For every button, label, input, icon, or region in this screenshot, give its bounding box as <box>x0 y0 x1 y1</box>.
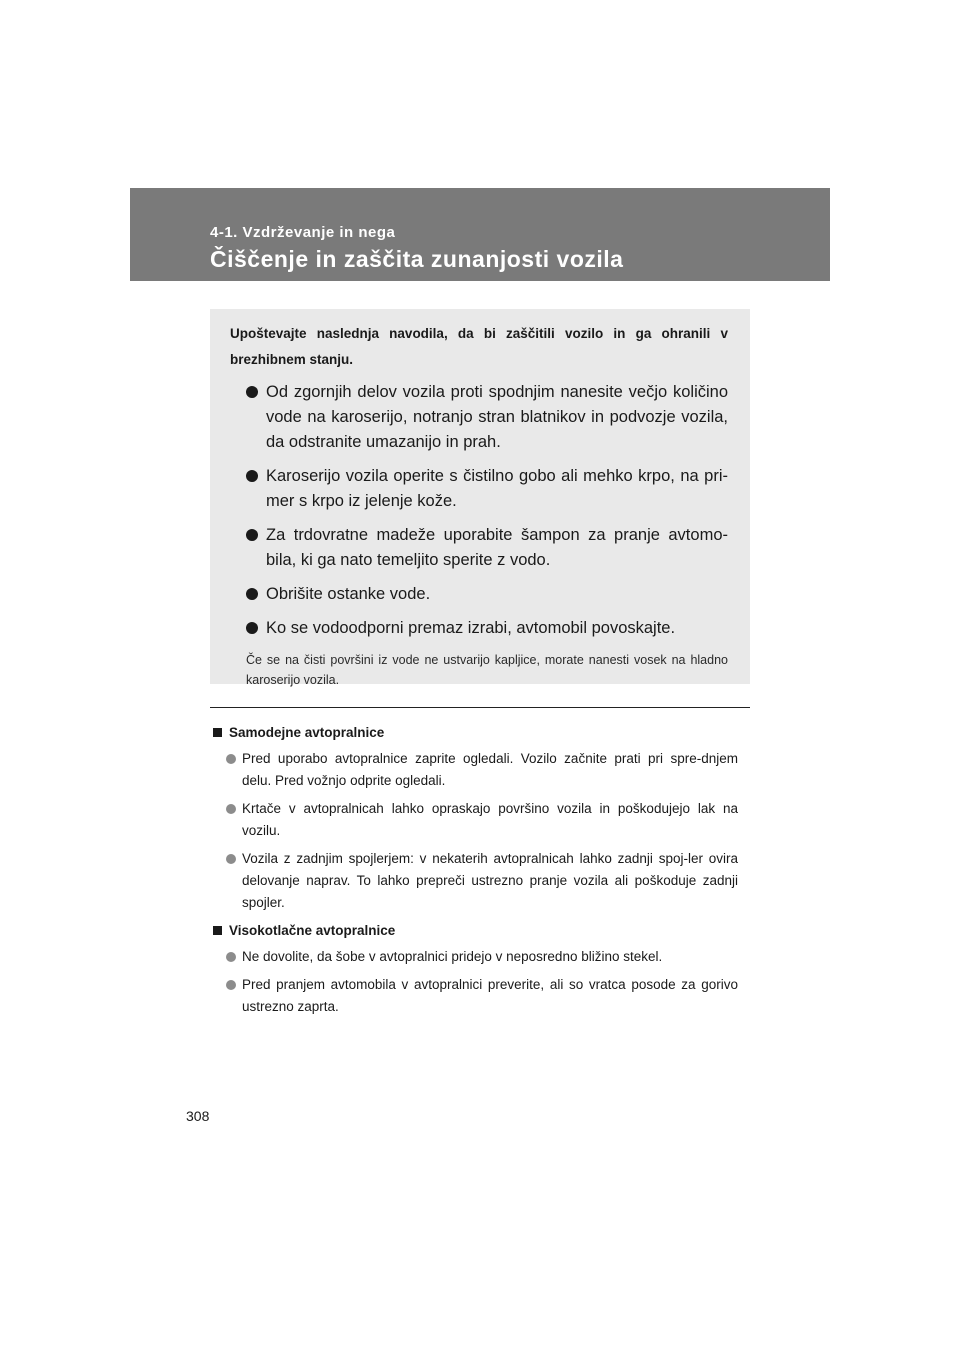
list-item <box>213 748 738 792</box>
tip-item <box>230 464 728 514</box>
bullet-icon <box>226 754 236 764</box>
list-item <box>213 798 738 842</box>
item-text: Ne dovolite, da šobe v avtopralnici pridejo v neposredno bližino stekel. <box>242 949 663 964</box>
bullet-icon <box>226 980 236 990</box>
list-item <box>213 974 738 1018</box>
automatic-car-wash-list <box>213 748 738 914</box>
note-text: Če se na čisti površini iz vode ne ustvarijo kapljice, morate nanesti vosek na hladno karoserijo vozila. <box>246 653 728 687</box>
tips-list <box>230 380 728 641</box>
bullet-icon <box>226 804 236 814</box>
section-label: 4-1. Vzdrževanje in nega <box>210 224 396 241</box>
tip-item <box>230 582 728 607</box>
tip-text: Ko se vodoodporni premaz izrabi, avtomobil povoskajte. <box>266 619 676 637</box>
list-item <box>213 946 738 968</box>
bullet-icon <box>226 854 236 864</box>
bullet-icon <box>226 952 236 962</box>
high-pressure-car-wash-list <box>213 946 738 1018</box>
bullet-icon <box>246 622 258 634</box>
item-text: Pred pranjem avtomobila v avtopralnici preverite, ali so vratca posode za gorivo ustrezno zaprta. <box>242 977 738 1014</box>
square-bullet-icon <box>213 728 222 737</box>
tip-text: Obrišite ostanke vode. <box>266 585 431 603</box>
sub-heading-high-pressure-car-wash <box>213 920 738 942</box>
tip-item <box>230 380 728 455</box>
item-text: Krtače v avtopralnicah lahko opraskajo površino vozila in poškodujejo lak na vozilu. <box>242 801 738 838</box>
page-title: Čiščenje in zaščita zunanjosti vozila <box>210 246 624 272</box>
list-item <box>213 848 738 914</box>
page-number: 308 <box>186 1108 210 1124</box>
info-box <box>210 309 750 687</box>
tip-item <box>230 616 728 641</box>
bullet-icon <box>246 386 258 398</box>
item-text: Vozila z zadnjim spojlerjem: v nekaterih avtopralnicah lahko zadnji spoj-ler ovira delovanje naprav. To lahko prepreči ustrezno pranje vozila ali poškoduje zadnji spojler. <box>242 851 738 910</box>
square-bullet-icon <box>213 926 222 935</box>
intro-text: Upoštevajte naslednja navodila, da bi zaščitili vozilo in ga ohranili v brezhibnem stanju. <box>230 326 728 367</box>
item-text: Pred uporabo avtopralnice zaprite ogledali. Vozilo začnite prati pri spre-dnjem delu. Pred vožnjo odprite ogledali. <box>242 751 738 788</box>
tip-item <box>230 523 728 573</box>
tip-text: Od zgornjih delov vozila proti spodnjim nanesite večjo količino vode na karoserijo, notranjo stran blatnikov in podvozje vozila, da odstranite umazanijo in prah. <box>266 383 728 451</box>
tip-text: Za trdovratne madeže uporabite šampon za pranje avtomo-bila, ki ga nato temeljito sperite z vodo. <box>266 526 728 569</box>
bullet-icon <box>246 529 258 541</box>
section-divider <box>210 707 750 708</box>
bullet-icon <box>246 470 258 482</box>
bullet-icon <box>246 588 258 600</box>
chapter-header <box>130 188 830 281</box>
tip-text: Karoserijo vozila operite s čistilno gobo ali mehko krpo, na pri-mer s krpo iz jelenje kože. <box>266 467 728 510</box>
sub-heading-text: Visokotlačne avtopralnice <box>229 923 396 938</box>
body-section <box>213 722 738 1024</box>
sub-heading-text: Samodejne avtopralnice <box>229 725 385 740</box>
sub-heading-automatic-car-wash <box>213 722 738 744</box>
